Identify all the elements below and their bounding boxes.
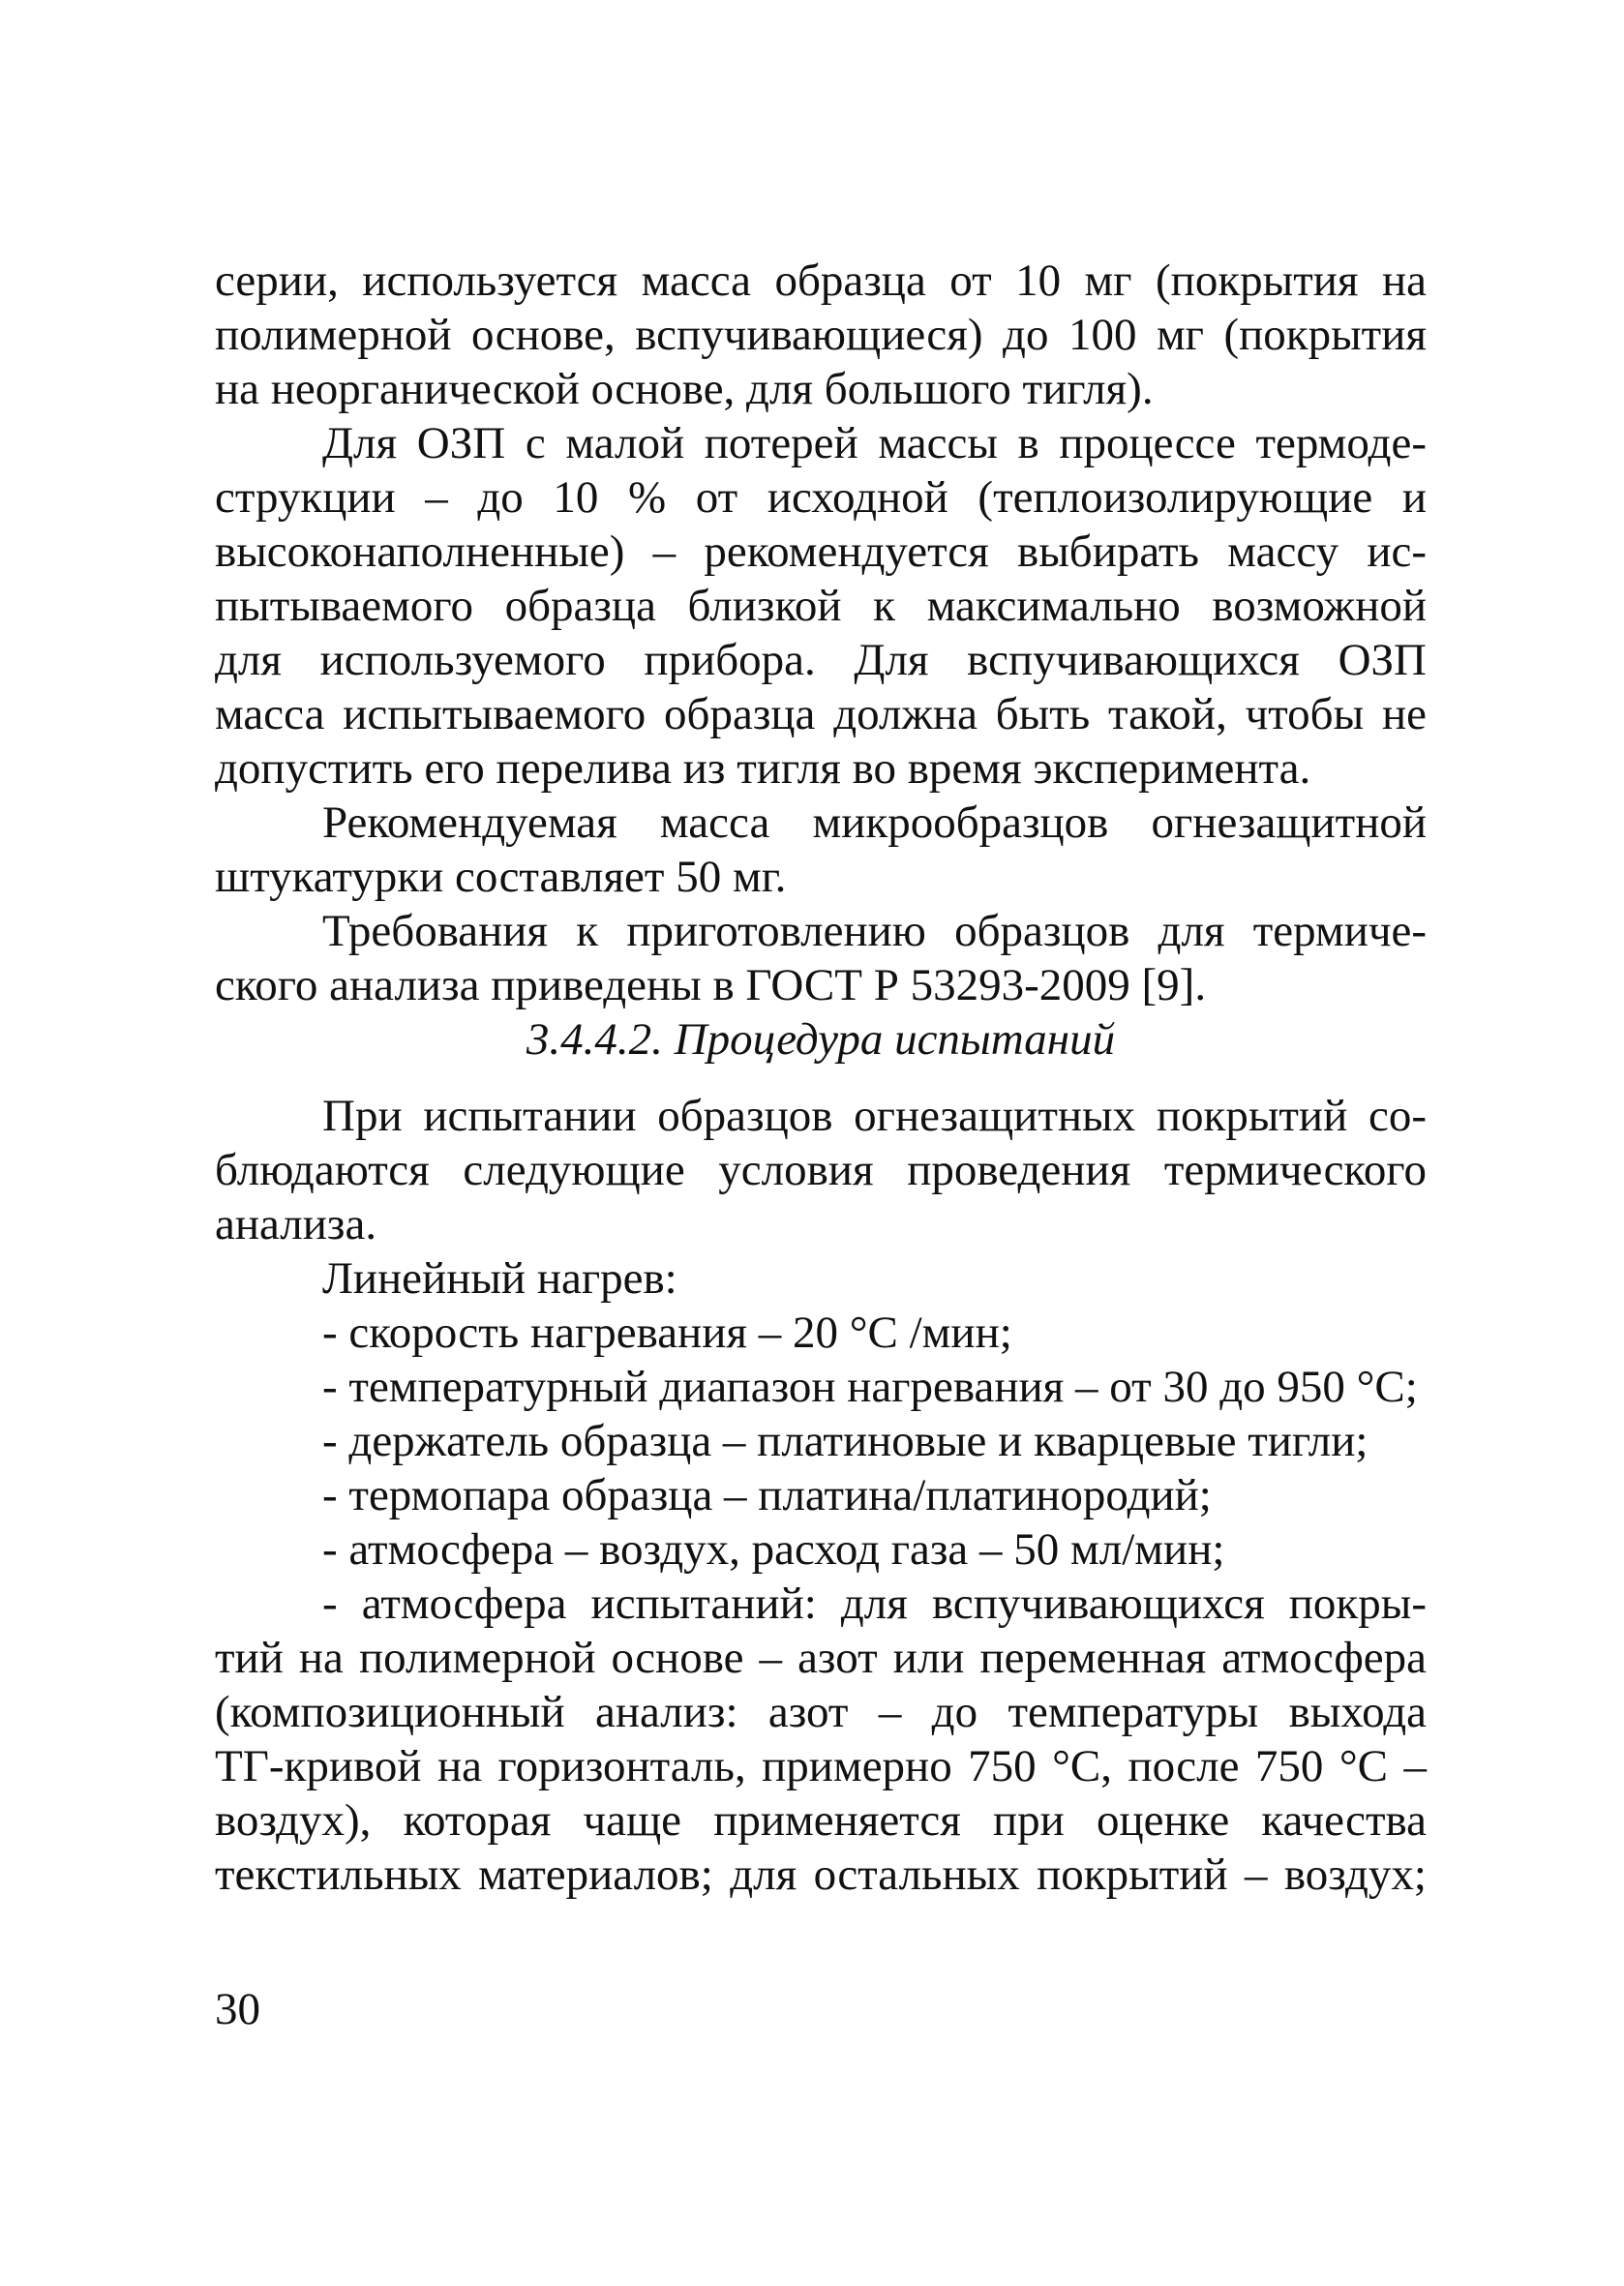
list-item: - температурный диапазон нагревания – от 30 до 950 °С; bbox=[322, 1362, 1418, 1412]
text-line: анализа. bbox=[215, 1199, 377, 1249]
text-line: При испытании образцов огнезащитных покрытий со- bbox=[322, 1091, 1427, 1141]
text-line: для используемого прибора. Для вспучивающихся ОЗП bbox=[215, 635, 1427, 685]
text-line: серии, используется масса образца от 10 мг (покрытия на bbox=[215, 256, 1427, 306]
text-line: полимерной основе, вспучивающиеся) до 100 мг (покрытия bbox=[215, 310, 1427, 360]
text-line: текстильных материалов; для остальных покрытий – воздух; bbox=[215, 1850, 1427, 1900]
text-line: ТГ-кривой на горизонталь, примерно 750 °С, после 750 °С – bbox=[215, 1741, 1427, 1791]
heating-label: Линейный нагрев: bbox=[322, 1253, 677, 1304]
text-line: Рекомендуемая масса микрообразцов огнезащитной bbox=[322, 797, 1427, 848]
list-item: - держатель образца – платиновые и кварцевые тигли; bbox=[322, 1416, 1368, 1466]
text-line: блюдаются следующие условия проведения термического bbox=[215, 1145, 1427, 1195]
text-line: воздух), которая чаще применяется при оценке качества bbox=[215, 1795, 1427, 1846]
text-line: тий на полимерной основе – азот или переменная атмосфера bbox=[215, 1633, 1427, 1683]
list-item: - атмосфера – воздух, расход газа – 50 мл/мин; bbox=[322, 1524, 1225, 1575]
section-heading: 3.4.4.2. Процедура испытаний bbox=[526, 1014, 1116, 1065]
text-line: штукатурки составляет 50 мг. bbox=[215, 852, 787, 902]
text-line: Требования к приготовлению образцов для термиче- bbox=[322, 906, 1427, 956]
text-line: пытываемого образца близкой к максимально возможной bbox=[215, 581, 1427, 631]
page-number: 30 bbox=[215, 1984, 260, 2034]
text-line: допустить его перелива из тигля во время эксперимента. bbox=[215, 743, 1311, 794]
text-line: (композиционный анализ: азот – до температуры выхода bbox=[215, 1687, 1427, 1737]
text-line: высоконаполненные) – рекомендуется выбирать массу ис- bbox=[215, 526, 1427, 577]
list-item: - атмосфера испытаний: для вспучивающихся покры- bbox=[322, 1579, 1427, 1629]
text-line: ского анализа приведены в ГОСТ Р 53293-2009 [9]. bbox=[215, 960, 1207, 1010]
text-line: Для ОЗП с малой потерей массы в процессе термоде- bbox=[322, 418, 1427, 468]
text-line: струкции – до 10 % от исходной (теплоизолирующие и bbox=[215, 472, 1427, 523]
list-item: - скорость нагревания – 20 °С /мин; bbox=[322, 1308, 1012, 1358]
text-line: на неорганической основе, для большого тигля). bbox=[215, 364, 1154, 414]
text-line: масса испытываемого образца должна быть такой, чтобы не bbox=[215, 689, 1427, 739]
list-item: - термопара образца – платина/платинородий; bbox=[322, 1470, 1212, 1520]
